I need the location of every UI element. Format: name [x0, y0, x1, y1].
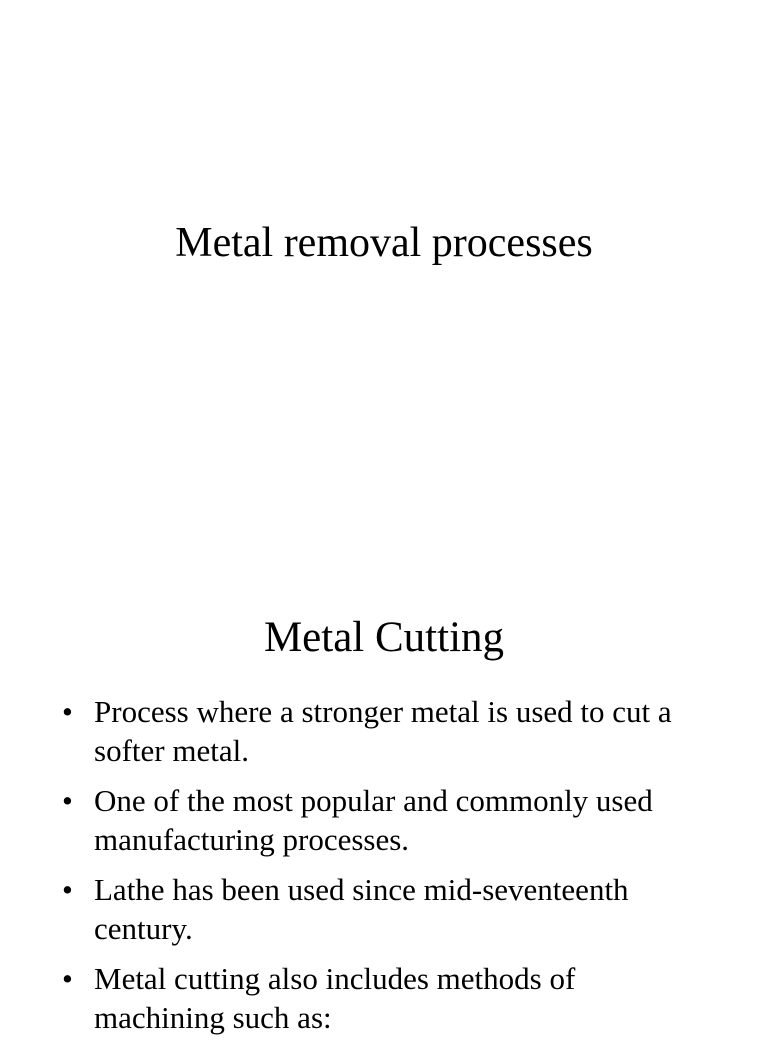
bullet-item: [62, 959, 712, 1037]
bullet-text: Process where a stronger metal is used to cut a softer metal.: [94, 694, 672, 768]
bullet-item: [62, 692, 712, 770]
bullet-text: Lathe has been used since mid-seventeenth century.: [94, 872, 629, 946]
slide-title: Metal removal processes: [175, 220, 593, 266]
bullet-item: [62, 781, 712, 859]
bullet-list: [62, 692, 712, 1048]
bullet-item: [62, 870, 712, 948]
bullet-icon: •: [62, 961, 73, 996]
bullet-icon: •: [62, 694, 73, 729]
section-title: Metal Cutting: [263, 614, 505, 661]
bullet-icon: •: [62, 783, 73, 818]
bullet-text: One of the most popular and commonly used manufacturing processes.: [94, 783, 653, 857]
bullet-icon: •: [62, 872, 73, 907]
bullet-text: Metal cutting also includes methods of machining such as:: [94, 961, 576, 1035]
